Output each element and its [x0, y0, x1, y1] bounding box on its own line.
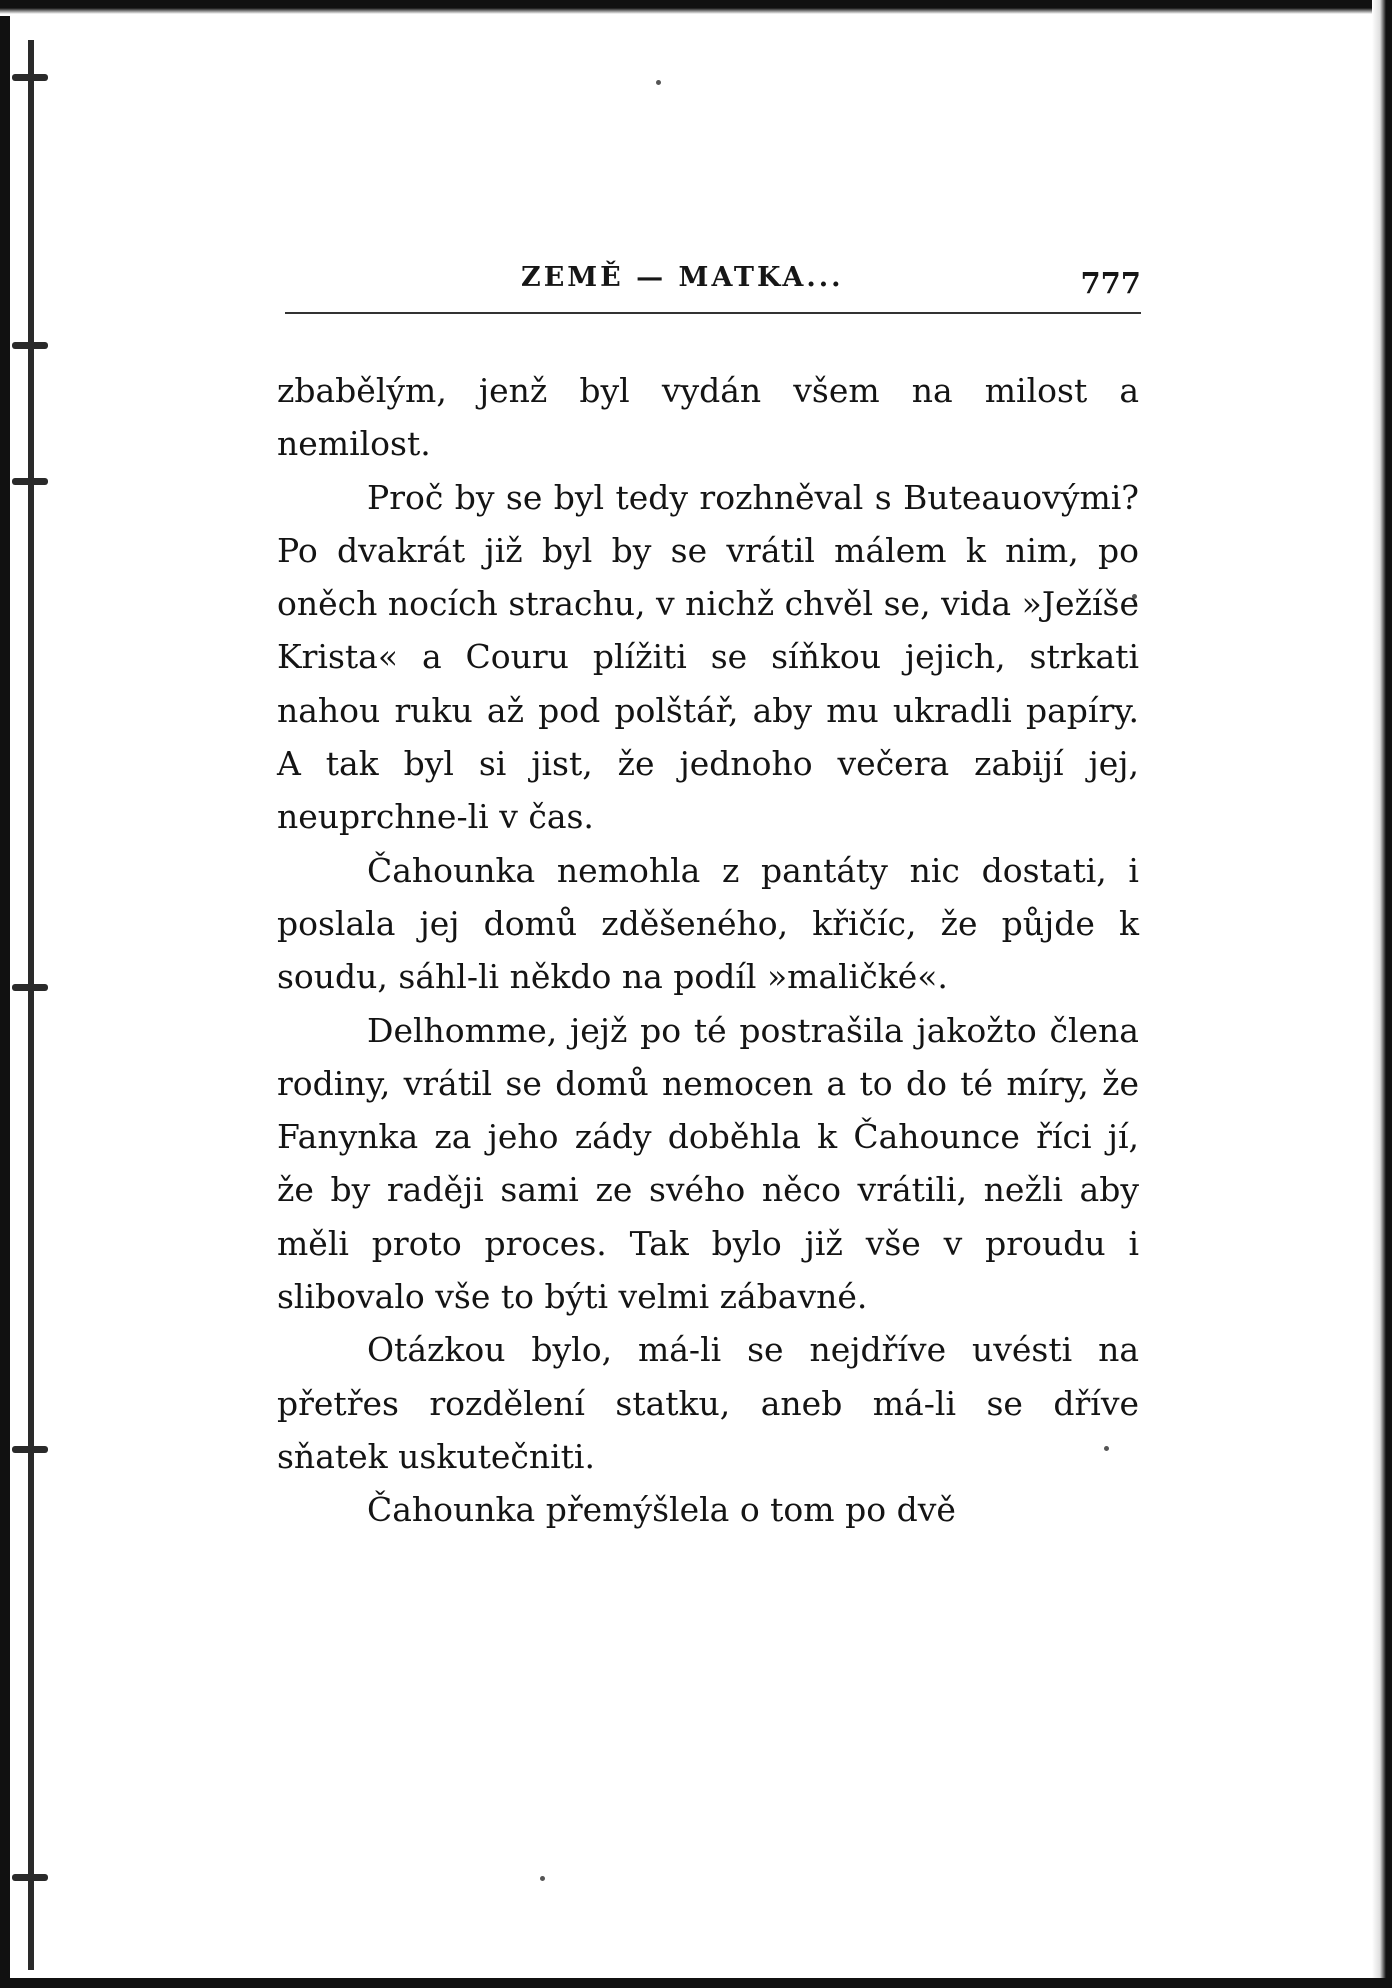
scan-bottom-edge [0, 1978, 1392, 1988]
binding-mark [12, 342, 48, 349]
binding-mark [12, 74, 48, 81]
page-number: 777 [1080, 266, 1141, 300]
paper-speck [540, 1876, 545, 1881]
running-title: ZEMĚ — MATKA... [521, 262, 844, 293]
paragraph: Otázkou bylo, má-li se nejdříve uvésti na přetřes rozdělení statku, aneb má-li se dříve sňatek uskutečniti. [277, 1330, 1139, 1476]
scan-top-edge [0, 0, 1392, 16]
binding-mark [12, 1446, 48, 1453]
binding-mark [12, 984, 48, 991]
binding-mark [12, 478, 48, 485]
paragraph: Proč by se byl tedy rozhněval s Buteauovými? Po dvakrát již byl by se vrátil málem k nim, po oněch nocích strachu, v nichž chvěl se, vida »Ježíše Krista« a Couru plížiti se síňkou jejich, strkati nahou ruku až pod polštář, aby mu ukradli papíry. A tak byl si jist, že jednoho večera zabijí jej, neuprchne-li v čas. [277, 477, 1139, 837]
paragraph: Čahounka nemohla z pantáty nic dostati, i poslala jej domů zděšeného, křičíc, že půjde k soudu, sáhl-li někdo na podíl »maličké«. [277, 850, 1139, 997]
scan-right-edge [1372, 0, 1392, 1988]
scan-left-edge [0, 0, 10, 1988]
paragraph: Delhomme, jejž po té postrašila jakožto člena rodiny, vrátil se domů nemocen a to do té míry, že Fanynka za jeho zády doběhla k Čahounce říci jí, že by raději sami ze svého něco vrátili, nežli aby měli proto proces. Tak bylo již vše v proudu i slibovalo vše to býti velmi zábavné. [277, 1010, 1139, 1317]
header-rule [285, 312, 1141, 314]
binding-mark [12, 1874, 48, 1881]
paper-speck [656, 80, 661, 85]
binding-edge [28, 40, 34, 1970]
running-header [285, 256, 1141, 306]
paragraph: Čahounka přemýšlela o tom po dvě [367, 1490, 956, 1530]
paragraph: zbabělým, jenž byl vydán všem na milost a nemilost. [277, 371, 1139, 464]
body-text [277, 364, 1139, 1537]
